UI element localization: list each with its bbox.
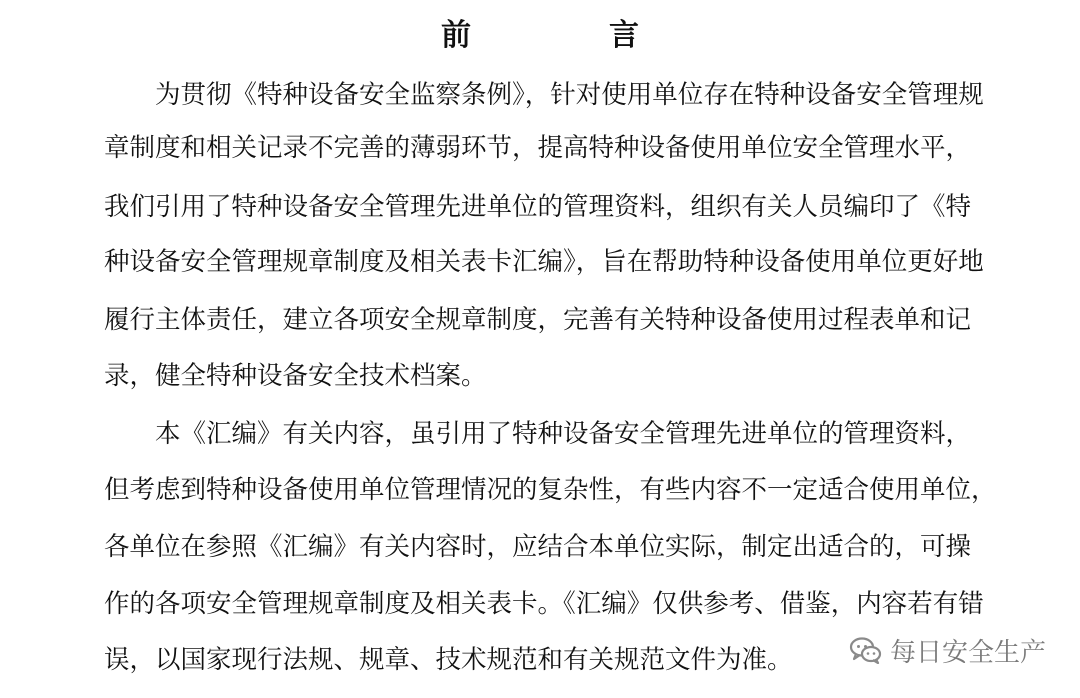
paragraph-2-line-1: 本《汇编》有关内容，虽引用了特种设备安全管理先进单位的管理资料， (155, 419, 972, 449)
paragraph-2-line-2: 但考虑到特种设备使用单位管理情况的复杂性，有些内容不一定适合使用单位， (104, 475, 997, 505)
paragraph-1-line-3: 我们引用了特种设备安全管理先进单位的管理资料，组织有关人员编印了《特 (104, 192, 972, 222)
watermark-text: 每日安全生产 (889, 637, 1046, 668)
wechat-watermark (848, 632, 1046, 668)
paragraph-1-line-5: 履行主体责任，建立各项安全规章制度，完善有关特种设备使用过程表单和记 (104, 305, 972, 335)
paragraph-1-line-6: 录，健全特种设备安全技术档案。 (104, 361, 487, 391)
paragraph-1-line-4: 种设备安全管理规章制度及相关表卡汇编》，旨在帮助特种设备使用单位更好地 (104, 247, 984, 277)
wechat-icon (848, 636, 882, 664)
paragraph-2-line-3: 各单位在参照《汇编》有关内容时，应结合本单位实际，制定出适合的，可操 (104, 532, 972, 562)
paragraph-2-line-5: 误，以国家现行法规、规章、技术规范和有关规范文件为准。 (104, 645, 793, 675)
paragraph-1-line-2: 章制度和相关记录不完善的薄弱环节，提高特种设备使用单位安全管理水平， (104, 133, 972, 163)
paragraph-2-line-4: 作的各项安全管理规章制度及相关表卡。《汇编》仅供参考、借鉴，内容若有错 (104, 589, 984, 619)
paragraph-1-line-1: 为贯彻《特种设备安全监察条例》，针对使用单位存在特种设备安全管理规 (155, 80, 984, 110)
page-title: 前 言 (441, 18, 693, 53)
